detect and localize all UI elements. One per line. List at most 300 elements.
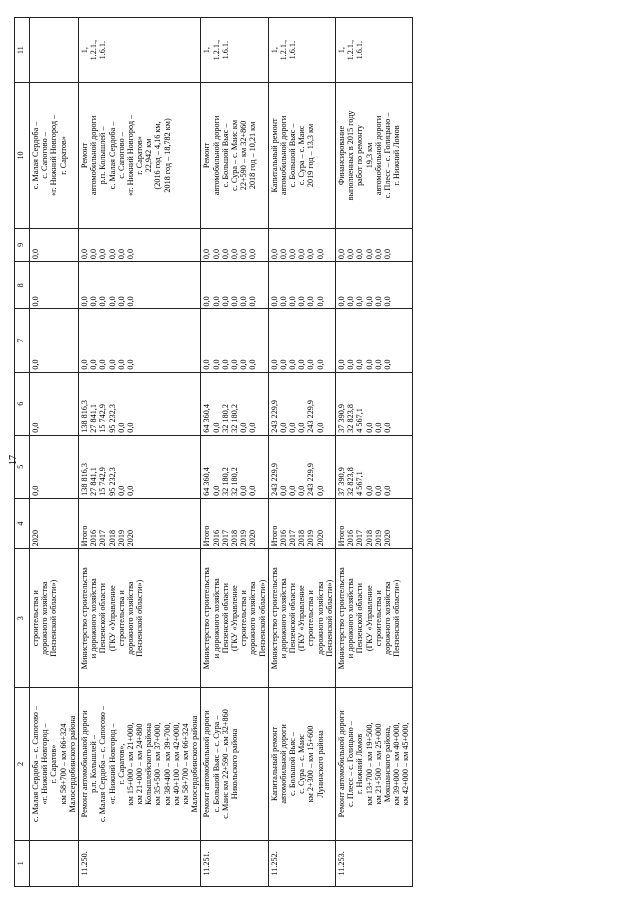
federal-budget-line: 0,0 — [229, 359, 239, 370]
year-list-line: 2018 — [364, 529, 374, 547]
year-list-line: 2019 — [306, 529, 316, 547]
year-list-line: 2018 — [229, 529, 239, 547]
header-cell: 7 — [15, 309, 30, 372]
regional-budget-line: 32 180,2 — [229, 404, 239, 433]
federal-budget-line: 0,0 — [373, 359, 383, 370]
expected-result-line: автомобильной дороги — [373, 115, 383, 196]
regional-budget-line: 0,0 — [288, 422, 298, 433]
object-name-line: Капитальный ремонт — [269, 726, 279, 802]
expected-result-line: 2018 год – 10,21 км — [248, 121, 258, 190]
customer-name-line: дорожного хозяйства — [248, 581, 258, 656]
total-amount-line: 0,0 — [239, 485, 249, 496]
other-sources-line: 0,0 — [31, 248, 40, 260]
federal-budget-line: 0,0 — [297, 359, 307, 370]
object-name-line: Ремонт автомобильной дороги — [202, 710, 212, 818]
regional-budget-line: 0,0 — [239, 422, 249, 433]
year-list-line: Итого — [79, 525, 89, 547]
regional-budget-line: 0,0 — [382, 422, 392, 433]
year-list-line: Итого — [202, 525, 212, 547]
object-name-line: с. Большой Вьяс – — [288, 732, 298, 796]
local-budget-line: 0,0 — [89, 296, 99, 307]
header-cell: 5 — [15, 435, 30, 498]
object-name-line: «г. Нижний Новгород – — [40, 723, 50, 805]
regional-budget-line: 32 823,8 — [346, 404, 356, 433]
federal-budget-cell — [336, 309, 413, 372]
total-amount-line: 0,0 — [364, 485, 374, 496]
federal-budget-line: 0,0 — [31, 359, 40, 370]
local-budget-line: 0,0 — [248, 296, 258, 307]
indicator-links-cell — [30, 18, 79, 83]
indicator-links-line: 1, — [202, 47, 212, 54]
header-cell: 3 — [15, 549, 30, 688]
object-name-line: км 21+500 – км 25+000 — [373, 723, 383, 805]
object-name-line: с. Малая Сердоба – с. Сапогово – — [98, 705, 108, 823]
total-amount-line: 32 823,8 — [346, 467, 356, 496]
year-list-line: 2016 — [211, 529, 221, 547]
year-list-line: 2020 — [125, 529, 135, 547]
header-cell: 8 — [15, 262, 30, 309]
total-amount-line: 0,0 — [211, 485, 221, 496]
regional-budget-line: 0,0 — [116, 422, 126, 433]
object-name-line: км 13+700 – км 19+500, — [364, 722, 374, 806]
regional-budget-line: 37 390,9 — [337, 404, 346, 433]
expected-result-line: с. Малая Сердоба – — [107, 121, 117, 190]
expected-result-line: с. Большой Вьяс – — [220, 123, 230, 188]
year-list-cell — [30, 498, 79, 548]
row-number: 11.253. — [337, 851, 346, 876]
local-budget-cell — [30, 262, 79, 309]
indicator-links-line: 1.6.1. — [288, 40, 298, 60]
customer-name-line: Пензенской области») — [257, 579, 267, 657]
local-budget-line: 0,0 — [269, 296, 279, 307]
program-table — [14, 17, 413, 887]
customer-name-line: Пензенской области») — [49, 579, 59, 657]
customer-name-line: строительства и — [116, 590, 126, 647]
expected-result-line: работ по ремонту — [355, 124, 365, 186]
customer-name-line: Министерство строительства — [202, 567, 212, 670]
indicator-links-line: 1.2.1., — [278, 39, 288, 61]
other-sources-line: 0,0 — [239, 248, 249, 260]
header-cell: 2 — [15, 688, 30, 841]
customer-name-cell — [268, 549, 335, 688]
total-amount-line: 32 180,2 — [220, 467, 230, 496]
regional-budget-line: 0,0 — [364, 422, 374, 433]
expected-result-line: Ремонт — [79, 142, 89, 169]
total-amount-line: 243 229,9 — [269, 463, 279, 496]
other-sources-line: 0,0 — [89, 248, 99, 260]
other-sources-line: 0,0 — [79, 248, 89, 260]
page-number: 17 — [8, 455, 19, 465]
other-sources-line: 0,0 — [315, 248, 325, 260]
local-budget-line: 0,0 — [31, 296, 40, 307]
expected-result-line: (2016 год – 4,16 км, — [153, 121, 163, 190]
regional-budget-line: 4 567,1 — [355, 408, 365, 433]
customer-name-line: Пензенской области») — [135, 579, 145, 657]
row-number-cell — [336, 840, 413, 886]
other-sources-line: 0,0 — [297, 248, 307, 260]
total-amount-line: 4 567,1 — [355, 471, 365, 496]
local-budget-line: 0,0 — [107, 296, 117, 307]
other-sources-line: 0,0 — [107, 248, 117, 260]
federal-budget-line: 0,0 — [278, 359, 288, 370]
expected-result-cell — [201, 83, 268, 228]
customer-name-cell — [336, 549, 413, 688]
local-budget-line: 0,0 — [364, 296, 374, 307]
regional-budget-line: 0,0 — [315, 422, 325, 433]
expected-result-line: Финансирование — [337, 125, 346, 186]
regional-budget-line: 243 229,9 — [269, 399, 279, 433]
expected-result-line: «г. Нижний Новгород – — [49, 114, 59, 197]
indicator-links-line: 1.6.1. — [98, 40, 108, 60]
header-row — [15, 18, 30, 887]
object-name-line: Малосердобинского района — [67, 715, 77, 813]
indicator-links-cell — [201, 18, 268, 83]
customer-name-line: Пензенской области») — [324, 579, 334, 657]
customer-name-line: дорожного хозяйства — [40, 581, 50, 656]
other-sources-cell — [268, 228, 335, 262]
object-name-line: г. Нижний Ломов — [355, 733, 365, 794]
federal-budget-line: 0,0 — [211, 359, 221, 370]
total-amount-line: 0,0 — [125, 485, 135, 496]
expected-result-line: г. Нижний Ломов — [392, 125, 402, 186]
local-budget-line: 0,0 — [79, 296, 89, 307]
object-name-line: с. Большой Вьяс – с. Сура – — [211, 715, 221, 813]
year-list-line: 2017 — [98, 529, 108, 547]
total-amount-line: 0,0 — [382, 485, 392, 496]
header-cell: 4 — [15, 498, 30, 548]
object-name-line: Малосердобинского района — [190, 715, 200, 813]
customer-name-line: Министерство строительства — [337, 567, 346, 670]
expected-result-line: с. Сура – с. Маис — [297, 125, 307, 186]
total-amount-line: 32 180,2 — [229, 467, 239, 496]
row-number-cell — [30, 840, 79, 886]
customer-name-line: Министерство строительства — [269, 567, 279, 670]
regional-budget-cell — [268, 372, 335, 435]
local-budget-line: 0,0 — [382, 296, 392, 307]
year-list-line: 2020 — [248, 529, 258, 547]
object-name-line: км 39+000 – км 40+000, — [392, 722, 402, 806]
row-number-cell — [201, 840, 268, 886]
federal-budget-line: 0,0 — [288, 359, 298, 370]
object-name-cell — [78, 688, 200, 841]
other-sources-line: 0,0 — [364, 248, 374, 260]
object-name-cell — [268, 688, 335, 841]
regional-budget-line: 0,0 — [373, 422, 383, 433]
header-cell: 9 — [15, 228, 30, 262]
year-list-line: 2018 — [107, 529, 117, 547]
customer-name-line: строительства и — [373, 590, 383, 647]
local-budget-line: 0,0 — [306, 296, 316, 307]
other-sources-cell — [201, 228, 268, 262]
table-row — [268, 18, 335, 887]
customer-name-line: Пензенской области — [288, 583, 298, 654]
other-sources-line: 0,0 — [269, 248, 279, 260]
header-cell: 11 — [15, 18, 30, 83]
object-name-line: с. Маис км 22+590 – км 32+860 — [220, 709, 230, 819]
object-name-line: Ремонт автомобильной дороги — [337, 710, 346, 818]
regional-budget-cell — [78, 372, 200, 435]
table-row — [78, 18, 200, 887]
year-list-line: 2017 — [355, 529, 365, 547]
object-name-cell — [336, 688, 413, 841]
row-number-cell — [268, 840, 335, 886]
row-number: 11.250. — [79, 851, 89, 876]
federal-budget-line: 0,0 — [125, 359, 135, 370]
regional-budget-cell — [201, 372, 268, 435]
other-sources-line: 0,0 — [229, 248, 239, 260]
table-row — [336, 18, 413, 887]
year-list-cell — [336, 498, 413, 548]
row-number: 11.251. — [202, 851, 212, 876]
regional-budget-line: 95 232,3 — [107, 404, 117, 433]
total-amount-line: 0,0 — [373, 485, 383, 496]
row-number-cell — [78, 840, 200, 886]
indicator-links-cell — [78, 18, 200, 83]
header-cell: 1 — [15, 840, 30, 886]
customer-name-cell — [30, 549, 79, 688]
year-list-line: Итого — [269, 525, 279, 547]
expected-result-line: с. Сапогово – — [116, 132, 126, 179]
federal-budget-line: 0,0 — [269, 359, 279, 370]
year-list-line: 2020 — [31, 529, 40, 547]
indicator-links-line: 1, — [269, 47, 279, 54]
total-amount-line: 0,0 — [315, 485, 325, 496]
expected-result-line: г. Саратов» — [58, 136, 68, 175]
object-name-line: Колышлейского района — [144, 723, 154, 805]
expected-result-line: 22,942 км — [144, 138, 154, 173]
federal-budget-line: 0,0 — [248, 359, 258, 370]
total-amount-line: 0,0 — [116, 485, 126, 496]
object-name-line: автомобильной дороги — [278, 724, 288, 804]
customer-name-cell — [78, 549, 200, 688]
object-name-line: с. Плесс – с. Голицыно – — [346, 721, 356, 807]
customer-name-line: Пензенской области») — [392, 579, 402, 657]
regional-budget-line: 32 180,2 — [220, 404, 230, 433]
other-sources-cell — [336, 228, 413, 262]
indicator-links-line: 1.2.1., — [89, 39, 99, 61]
other-sources-cell — [78, 228, 200, 262]
federal-budget-line: 0,0 — [116, 359, 126, 370]
customer-name-line: дорожного хозяйства — [125, 581, 135, 656]
total-amount-line: 37 390,9 — [337, 467, 346, 496]
object-name-line: км 2+300 – км 15+600 — [306, 725, 316, 803]
year-list-line: 2017 — [220, 529, 230, 547]
object-name-line: с. Малая Сердоба – с. Сапогово – — [31, 705, 40, 823]
regional-budget-line: 0,0 — [297, 422, 307, 433]
customer-name-cell — [201, 549, 268, 688]
total-amount-cell — [30, 435, 79, 498]
expected-result-line: 2018 год – 18,782 км) — [162, 118, 172, 193]
other-sources-line: 0,0 — [98, 248, 108, 260]
customer-name-line: (ГКУ «Управление — [364, 585, 374, 652]
expected-result-line: 2019 год – 13,3 км — [306, 123, 316, 188]
customer-name-line: дорожного хозяйства — [315, 581, 325, 656]
federal-budget-line: 0,0 — [306, 359, 316, 370]
total-amount-line: 0,0 — [278, 485, 288, 496]
object-name-cell — [30, 688, 79, 841]
year-list-line: 2016 — [346, 529, 356, 547]
expected-result-line: выполненных в 2015 году — [346, 110, 356, 201]
object-name-line: Мокшанского района, — [382, 725, 392, 803]
year-list-cell — [78, 498, 200, 548]
local-budget-cell — [78, 262, 200, 309]
year-list-line: 2019 — [116, 529, 126, 547]
object-name-line: Ремонт автомобильной дороги — [79, 710, 89, 818]
federal-budget-line: 0,0 — [220, 359, 230, 370]
customer-name-line: и дорожного хозяйства — [89, 578, 99, 659]
other-sources-line: 0,0 — [337, 248, 346, 260]
federal-budget-line: 0,0 — [364, 359, 374, 370]
local-budget-line: 0,0 — [98, 296, 108, 307]
federal-budget-line: 0,0 — [239, 359, 249, 370]
other-sources-line: 0,0 — [373, 248, 383, 260]
customer-name-line: строительства и — [31, 590, 40, 647]
local-budget-line: 0,0 — [297, 296, 307, 307]
customer-name-line: (ГКУ «Управление — [229, 585, 239, 652]
regional-budget-line: 0,0 — [248, 422, 258, 433]
total-amount-cell — [201, 435, 268, 498]
year-list-cell — [268, 498, 335, 548]
object-name-line: г. Саратов» — [49, 744, 59, 784]
object-name-line: км 40+100 – км 42+000, — [171, 722, 181, 806]
year-list-line: 2020 — [382, 529, 392, 547]
object-name-line: км 38+400 – км 39+700, — [162, 722, 172, 806]
federal-budget-line: 0,0 — [107, 359, 117, 370]
table-row — [30, 18, 79, 887]
local-budget-cell — [268, 262, 335, 309]
total-amount-line: 138 816,3 — [79, 463, 89, 496]
expected-result-line: автомобильной дороги — [278, 115, 288, 196]
local-budget-line: 0,0 — [337, 296, 346, 307]
object-name-line: г. Саратов», — [116, 743, 126, 785]
total-amount-line: 243 229,9 — [306, 463, 316, 496]
object-name-line: «г. Нижний Новгород – — [107, 723, 117, 805]
year-list-line: 2016 — [278, 529, 288, 547]
local-budget-line: 0,0 — [239, 296, 249, 307]
other-sources-line: 0,0 — [248, 248, 258, 260]
object-name-cell — [201, 688, 268, 841]
regional-budget-line: 27 841,1 — [89, 404, 99, 433]
expected-result-cell — [268, 83, 335, 228]
local-budget-line: 0,0 — [373, 296, 383, 307]
other-sources-line: 0,0 — [382, 248, 392, 260]
other-sources-line: 0,0 — [278, 248, 288, 260]
total-amount-line: 15 742,9 — [98, 467, 108, 496]
local-budget-line: 0,0 — [346, 296, 356, 307]
federal-budget-line: 0,0 — [315, 359, 325, 370]
object-name-line: км 15+000 – км 21+000, — [125, 722, 135, 806]
object-name-line: км 58+700 – км 66+324 — [58, 723, 68, 805]
other-sources-line: 0,0 — [211, 248, 221, 260]
other-sources-line: 0,0 — [116, 248, 126, 260]
total-amount-line: 0,0 — [288, 485, 298, 496]
customer-name-line: Министерство строительства — [79, 567, 89, 670]
regional-budget-line: 0,0 — [211, 422, 221, 433]
federal-budget-line: 0,0 — [337, 359, 346, 370]
local-budget-line: 0,0 — [278, 296, 288, 307]
customer-name-line: дорожного хозяйства — [382, 581, 392, 656]
federal-budget-line: 0,0 — [355, 359, 365, 370]
year-list-line: 2016 — [89, 529, 99, 547]
regional-budget-line: 0,0 — [125, 422, 135, 433]
total-amount-cell — [336, 435, 413, 498]
other-sources-cell — [30, 228, 79, 262]
regional-budget-line: 138 816,3 — [79, 399, 89, 433]
object-name-line: км 21+000 – км 24+880 — [135, 723, 145, 805]
local-budget-cell — [201, 262, 268, 309]
indicator-links-line: 1.6.1. — [355, 40, 365, 60]
local-budget-cell — [336, 262, 413, 309]
customer-name-line: и дорожного хозяйства — [346, 578, 356, 659]
object-name-line: с. Сура – с. Маис — [297, 734, 307, 794]
total-amount-line: 0,0 — [248, 485, 258, 496]
federal-budget-cell — [30, 309, 79, 372]
federal-budget-line: 0,0 — [98, 359, 108, 370]
year-list-line: 2020 — [315, 529, 325, 547]
local-budget-line: 0,0 — [125, 296, 135, 307]
regional-budget-line: 243 229,9 — [306, 399, 316, 433]
regional-budget-line: 0,0 — [278, 422, 288, 433]
expected-result-line: г. Саратов» — [135, 136, 145, 175]
object-name-line: Лунинского района — [315, 730, 325, 798]
local-budget-line: 0,0 — [355, 296, 365, 307]
indicator-links-cell — [268, 18, 335, 83]
expected-result-line: с. Малая Сердоба – — [31, 121, 40, 190]
customer-name-line: и дорожного хозяйства — [278, 578, 288, 659]
year-list-line: 2017 — [288, 529, 298, 547]
regional-budget-cell — [336, 372, 413, 435]
federal-budget-cell — [201, 309, 268, 372]
customer-name-line: Пензенской области — [98, 583, 108, 654]
expected-result-cell — [336, 83, 413, 228]
local-budget-line: 0,0 — [220, 296, 230, 307]
year-list-line: 2018 — [297, 529, 307, 547]
expected-result-line: Ремонт — [202, 142, 212, 169]
total-amount-line: 27 841,1 — [89, 467, 99, 496]
indicator-links-line: 1, — [337, 47, 346, 54]
federal-budget-line: 0,0 — [89, 359, 99, 370]
object-name-line: км 35+500 – км 37+000, — [153, 722, 163, 806]
year-list-line: 2019 — [373, 529, 383, 547]
expected-result-line: р.п. Колышлей – — [98, 126, 108, 185]
regional-budget-cell — [30, 372, 79, 435]
federal-budget-line: 0,0 — [79, 359, 89, 370]
federal-budget-cell — [268, 309, 335, 372]
indicator-links-line: 1.6.1. — [220, 40, 230, 60]
federal-budget-line: 0,0 — [382, 359, 392, 370]
federal-budget-cell — [78, 309, 200, 372]
other-sources-line: 0,0 — [355, 248, 365, 260]
other-sources-line: 0,0 — [125, 248, 135, 260]
indicator-links-line: 1, — [79, 47, 89, 54]
local-budget-line: 0,0 — [288, 296, 298, 307]
year-list-cell — [201, 498, 268, 548]
expected-result-line: с. Большой Вьяс – — [288, 123, 298, 188]
total-amount-cell — [268, 435, 335, 498]
expected-result-cell — [78, 83, 200, 228]
other-sources-line: 0,0 — [288, 248, 298, 260]
customer-name-line: (ГКУ «Управление — [107, 585, 117, 652]
expected-result-line: с. Сура – с. Маис км — [229, 120, 239, 191]
header-cell: 6 — [15, 372, 30, 435]
total-amount-line: 0,0 — [297, 485, 307, 496]
expected-result-line: с. Плесс – с. Голицыно – — [382, 112, 392, 199]
regional-budget-line: 64 360,4 — [202, 404, 212, 433]
other-sources-line: 0,0 — [202, 248, 212, 260]
customer-name-line: строительства и — [306, 590, 316, 647]
object-name-line: км 58+700 – км 66+324 — [181, 723, 190, 805]
local-budget-line: 0,0 — [202, 296, 212, 307]
